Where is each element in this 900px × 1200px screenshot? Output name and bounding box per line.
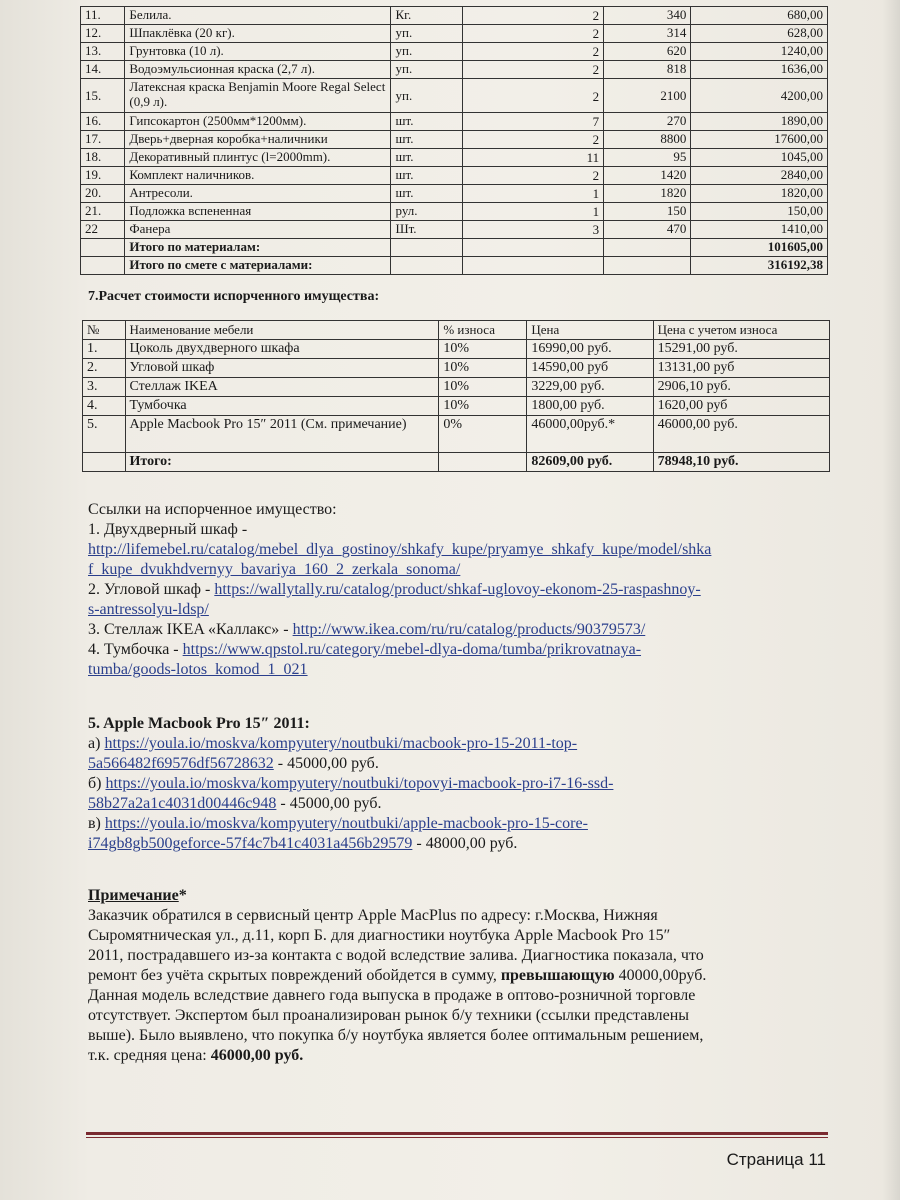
furniture-price: 1800,00 руб.: [527, 397, 653, 416]
item-unit: уп.: [391, 25, 463, 43]
materials-table-body: [81, 7, 828, 239]
link-item-1-url-line: [88, 540, 828, 560]
item-quantity: 1: [463, 185, 604, 203]
item-sum: 1890,00: [691, 113, 828, 131]
row-number: 12.: [81, 25, 125, 43]
row-number: 19.: [81, 167, 125, 185]
total-materials-value: 101605,00: [691, 239, 828, 257]
item-name: Антресоли.: [125, 185, 391, 203]
macbook-link-b-line-2: [88, 794, 828, 814]
page-number: Страница 11: [726, 1150, 826, 1169]
note-text: 40000,00руб.: [614, 967, 707, 984]
total-estimate-label: Итого по смете с материалами:: [125, 257, 391, 275]
row-number: 15.: [81, 79, 125, 113]
wear-percent: 10%: [439, 378, 527, 397]
item-name: Шпаклёвка (20 кг).: [125, 25, 391, 43]
table-cell: [604, 239, 691, 257]
materials-totals: [81, 239, 828, 275]
row-number: 17.: [81, 131, 125, 149]
item-sum: 2840,00: [691, 167, 828, 185]
row-number: 11.: [81, 7, 125, 25]
table-row: [81, 25, 828, 43]
item-quantity: 3: [463, 221, 604, 239]
link-item-1: [88, 520, 828, 540]
row-number: 14.: [81, 61, 125, 79]
item-quantity: 2: [463, 7, 604, 25]
link-wardrobe-url[interactable]: http://lifemebel.ru/catalog/mebel_dlya_gostinoy/shkafy_kupe/pryamye_shkafy_kupe/model/shka: [88, 541, 712, 558]
link-item-4-label: 4. Тумбочка -: [88, 641, 183, 658]
item-quantity: 2: [463, 25, 604, 43]
item-sum: 1240,00: [691, 43, 828, 61]
links-heading: Ссылки на испорченное имущество:: [88, 501, 337, 518]
furniture-name: Тумбочка: [125, 397, 439, 416]
row-number: 3.: [83, 378, 126, 397]
macbook-c-url[interactable]: https://youla.io/moskva/kompyutery/noutbuki/apple-macbook-pro-15-core-: [104, 815, 588, 832]
furniture-name: Стеллаж IKEA: [125, 378, 439, 397]
furniture-total-price: 82609,00 руб.: [527, 453, 653, 472]
item-name: Белила.: [125, 7, 391, 25]
link-item-2-url-line-2: [88, 600, 828, 620]
item-price: 2100: [604, 79, 691, 113]
macbook-heading: 5. Apple Macbook Pro 15″ 2011:: [88, 715, 310, 732]
furniture-name: Цоколь двухдверного шкафа: [125, 340, 439, 359]
macbook-link-c: [88, 814, 828, 834]
item-unit: шт.: [391, 185, 463, 203]
note-heading: Примечание: [88, 887, 179, 904]
item-quantity: 2: [463, 43, 604, 61]
macbook-b-url-cont[interactable]: 58b27a2a1c4031d00446c948: [88, 795, 277, 812]
row-number: 13.: [81, 43, 125, 61]
link-item-3-label: 3. Стеллаж IKEA «Каллакс» -: [88, 621, 293, 638]
furniture-table-body: [83, 340, 830, 453]
table-cell: [463, 239, 604, 257]
table-row: [81, 221, 828, 239]
item-unit: шт.: [391, 113, 463, 131]
table-cell: [81, 239, 125, 257]
table-row: [81, 7, 828, 25]
note-line: Заказчик обратился в сервисный центр Apple MacPlus по адресу: г.Москва, Нижняя: [88, 907, 658, 924]
wear-percent: 10%: [439, 359, 527, 378]
footer-rule: [86, 1132, 828, 1135]
macbook-c-price: - 48000,00 руб.: [412, 835, 518, 852]
furniture-total-row: [83, 453, 830, 472]
item-name: Водоэмульсионная краска (2,7 л).: [125, 61, 391, 79]
macbook-a-url-cont[interactable]: 5a566482f69576df56728632: [88, 755, 274, 772]
link-item-2: [88, 580, 828, 600]
item-quantity: 11: [463, 149, 604, 167]
link-item-4-url-line-2: [88, 660, 828, 680]
item-price: 8800: [604, 131, 691, 149]
header-wear-percent: % износа: [439, 321, 527, 340]
table-cell: [463, 257, 604, 275]
footer-rule-thin: [86, 1137, 828, 1138]
item-unit: рул.: [391, 203, 463, 221]
table-row: [81, 43, 828, 61]
item-quantity: 2: [463, 61, 604, 79]
item-quantity: 1: [463, 203, 604, 221]
item-price: 818: [604, 61, 691, 79]
link-nightstand-url[interactable]: https://www.qpstol.ru/category/mebel-dlya-doma/tumba/prikrovatnaya-: [182, 641, 642, 658]
item-quantity: 7: [463, 113, 604, 131]
row-number: 22: [81, 221, 125, 239]
item-unit: Шт.: [391, 221, 463, 239]
item-name: Комплект наличников.: [125, 167, 391, 185]
macbook-a-url[interactable]: https://youla.io/moskva/kompyutery/noutbuki/macbook-pro-15-2011-top-: [104, 735, 578, 752]
note-line: [88, 966, 828, 986]
furniture-header: [83, 321, 830, 340]
materials-table: [80, 6, 828, 275]
furniture-price: 14590,00 руб: [527, 359, 653, 378]
item-quantity: 2: [463, 167, 604, 185]
item-quantity: 2: [463, 131, 604, 149]
macbook-link-a: [88, 734, 828, 754]
item-sum: 1045,00: [691, 149, 828, 167]
furniture-total-label: Итого:: [125, 453, 439, 472]
link-ikea-url[interactable]: http://www.ikea.com/ru/ru/catalog/products/90379573/: [292, 621, 646, 638]
macbook-c-prefix: в): [88, 815, 105, 832]
macbook-links: [88, 714, 828, 854]
item-name: Гипсокартон (2500мм*1200мм).: [125, 113, 391, 131]
table-cell: [83, 453, 126, 472]
item-price: 270: [604, 113, 691, 131]
link-item-3: [88, 620, 828, 640]
item-price: 95: [604, 149, 691, 167]
item-unit: шт.: [391, 167, 463, 185]
item-price: 340: [604, 7, 691, 25]
item-price: 470: [604, 221, 691, 239]
table-cell: [391, 257, 463, 275]
item-name: Грунтовка (10 л).: [125, 43, 391, 61]
note-line: Данная модель вследствие давнего года выпуска в продаже в оптово-розничной торговле: [88, 987, 696, 1004]
macbook-b-price: - 45000,00 руб.: [276, 795, 382, 812]
row-number: 5.: [83, 416, 126, 453]
item-unit: уп.: [391, 43, 463, 61]
item-price: 620: [604, 43, 691, 61]
item-price: 150: [604, 203, 691, 221]
macbook-a-price: - 45000,00 руб.: [273, 755, 379, 772]
furniture-name: Угловой шкаф: [125, 359, 439, 378]
total-materials-row: [81, 239, 828, 257]
note-emphasis: превышающую: [500, 967, 615, 984]
furniture-total-wear: 78948,10 руб.: [653, 453, 829, 472]
note-text: т.к. средняя цена:: [88, 1047, 211, 1064]
row-number: 16.: [81, 113, 125, 131]
price-with-wear: 46000,00 руб.: [653, 416, 829, 453]
total-estimate-value: 316192,38: [691, 257, 828, 275]
header-number: №: [83, 321, 126, 340]
note-star: *: [178, 887, 187, 904]
note-line: [88, 1046, 828, 1066]
item-unit: уп.: [391, 79, 463, 113]
furniture-price: 46000,00руб.*: [527, 416, 653, 453]
wear-percent: 0%: [439, 416, 527, 453]
item-unit: уп.: [391, 61, 463, 79]
wear-percent: 10%: [439, 340, 527, 359]
macbook-b-url[interactable]: https://youla.io/moskva/kompyutery/noutbuki/topovyi-macbook-pro-i7-16-ssd-: [105, 775, 614, 792]
table-row: [81, 79, 828, 113]
note-text: ремонт без учёта скрытых повреждений обойдется в сумму,: [88, 967, 501, 984]
table-row: [81, 185, 828, 203]
macbook-a-prefix: а): [88, 735, 105, 752]
macbook-c-url-cont[interactable]: i74gb8gb500geforce-57f4c7b41c4031a456b29579: [88, 835, 413, 852]
row-number: 4.: [83, 397, 126, 416]
section-7-title: 7.Расчет стоимости испорченного имущества:: [88, 289, 380, 304]
macbook-link-c-line-2: [88, 834, 828, 854]
link-item-1-label: 1. Двухдверный шкаф -: [88, 521, 248, 538]
price-with-wear: 2906,10 руб.: [653, 378, 829, 397]
item-sum: 4200,00: [691, 79, 828, 113]
header-price-with-wear: Цена с учетом износа: [653, 321, 829, 340]
furniture-total: [83, 453, 830, 472]
item-sum: 628,00: [691, 25, 828, 43]
row-number: 21.: [81, 203, 125, 221]
link-corner-wardrobe-url[interactable]: https://wallytally.ru/catalog/product/shkaf-uglovoy-ekonom-25-raspashnoy-: [214, 581, 701, 598]
table-row: [81, 113, 828, 131]
item-sum: 1820,00: [691, 185, 828, 203]
header-name: Наименование мебели: [125, 321, 439, 340]
note-line: 2011, пострадавшего из-за контакта с водой вследствие залива. Диагностика показала, что: [88, 947, 704, 964]
item-name: Декоративный плинтус (l=2000mm).: [125, 149, 391, 167]
furniture-price: 3229,00 руб.: [527, 378, 653, 397]
note-line: выше). Было выявлено, что покупка б/у ноутбука является более оптимальным решением,: [88, 1027, 704, 1044]
row-number: 2.: [83, 359, 126, 378]
damaged-property-links: [88, 500, 828, 680]
header-price: Цена: [527, 321, 653, 340]
table-cell: [81, 257, 125, 275]
item-price: 1420: [604, 167, 691, 185]
item-sum: 1636,00: [691, 61, 828, 79]
furniture-header-row: [83, 321, 830, 340]
item-quantity: 2: [463, 79, 604, 113]
table-row: [83, 359, 830, 378]
macbook-link-b: [88, 774, 828, 794]
row-number: 1.: [83, 340, 126, 359]
table-row: [81, 131, 828, 149]
link-item-2-label: 2. Угловой шкаф -: [88, 581, 215, 598]
macbook-link-a-line-2: [88, 754, 828, 774]
table-row: [81, 61, 828, 79]
item-unit: Кг.: [391, 7, 463, 25]
note-average-price: 46000,00 руб.: [210, 1047, 304, 1064]
table-row: [83, 416, 830, 453]
table-row: [81, 167, 828, 185]
item-price: 314: [604, 25, 691, 43]
item-price: 1820: [604, 185, 691, 203]
table-row: [83, 378, 830, 397]
link-nightstand-url-cont[interactable]: tumba/goods-lotos_komod_1_021: [88, 661, 308, 678]
table-row: [81, 203, 828, 221]
link-item-4: [88, 640, 828, 660]
row-number: 18.: [81, 149, 125, 167]
furniture-price: 16990,00 руб.: [527, 340, 653, 359]
table-row: [83, 340, 830, 359]
table-row: [83, 397, 830, 416]
link-wardrobe-url-cont[interactable]: f_kupe_dvukhdvernyy_bavariya_160_2_zerkala_sonoma/: [88, 561, 461, 578]
note-line: отсутствует. Экспертом был проанализирован рынок б/у техники (ссылки представлены: [88, 1007, 690, 1024]
item-sum: 150,00: [691, 203, 828, 221]
table-cell: [439, 453, 527, 472]
item-name: Фанера: [125, 221, 391, 239]
note-section: [88, 886, 828, 1066]
item-name: Дверь+дверная коробка+наличники: [125, 131, 391, 149]
item-name: Подложка вспененная: [125, 203, 391, 221]
total-materials-label: Итого по материалам:: [125, 239, 391, 257]
wear-percent: 10%: [439, 397, 527, 416]
furniture-name: Apple Macbook Pro 15″ 2011 (См. примечание): [125, 416, 439, 453]
table-row: [81, 149, 828, 167]
price-with-wear: 15291,00 руб.: [653, 340, 829, 359]
note-heading-line: [88, 886, 828, 906]
item-unit: шт.: [391, 131, 463, 149]
price-with-wear: 1620,00 руб: [653, 397, 829, 416]
item-sum: 17600,00: [691, 131, 828, 149]
price-with-wear: 13131,00 руб: [653, 359, 829, 378]
link-item-1-url-line-2: [88, 560, 828, 580]
table-cell: [391, 239, 463, 257]
macbook-b-prefix: б): [88, 775, 106, 792]
item-name: Латексная краска Benjamin Moore Regal Select (0,9 л).: [125, 79, 391, 113]
total-estimate-row: [81, 257, 828, 275]
item-unit: шт.: [391, 149, 463, 167]
note-line: Сыромятническая ул., д.11, корп Б. для диагностики ноутбука Apple Macbook Pro 15″: [88, 927, 671, 944]
table-cell: [604, 257, 691, 275]
item-sum: 1410,00: [691, 221, 828, 239]
row-number: 20.: [81, 185, 125, 203]
link-corner-wardrobe-url-cont[interactable]: s-antressolyu-ldsp/: [88, 601, 209, 618]
item-sum: 680,00: [691, 7, 828, 25]
furniture-table: [82, 320, 830, 472]
